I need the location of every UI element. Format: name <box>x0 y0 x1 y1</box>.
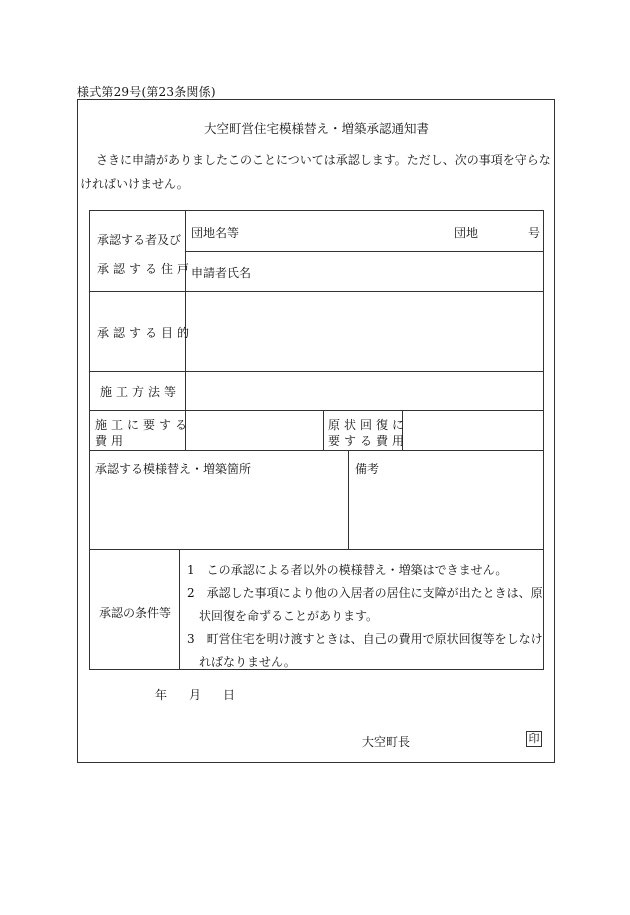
seal-mark: 印 <box>526 731 542 747</box>
cost-label-2: 費用 <box>95 434 128 448</box>
number-label: 号 <box>528 226 541 240</box>
approved-person-label: 承認する者及び <box>97 233 182 247</box>
form-number: 様式第29号(第23条関係) <box>77 85 216 99</box>
restore-label-2: 要する費用 <box>328 434 409 448</box>
issue-date <box>155 686 235 703</box>
divider <box>90 450 544 451</box>
cost-label-1: 施工に要する <box>95 418 192 432</box>
conditions-list <box>187 559 543 674</box>
divider <box>90 410 544 411</box>
conditions-label: 承認の条件等 <box>99 606 172 620</box>
date-month: 月 <box>189 688 202 702</box>
danchi-name-label: 団地名等 <box>191 226 240 240</box>
purpose-label: 承認する目的 <box>97 326 194 340</box>
divider <box>90 371 544 372</box>
condition-line: ればなりません。 <box>187 655 296 669</box>
divider <box>323 410 324 450</box>
method-label: 施工方法等 <box>100 385 181 399</box>
condition-line: 1 この承認による者以外の模様替え・増築はできません。 <box>187 563 508 577</box>
issuer-name: 大空町長 <box>362 735 411 749</box>
divider <box>90 291 544 292</box>
restore-label-1: 原状回復に <box>328 418 409 432</box>
condition-line: 3 町営住宅を明け渡すときは、自己の費用で原状回復等をしなけ <box>187 632 543 646</box>
divider <box>185 251 544 252</box>
date-day: 日 <box>223 688 236 702</box>
date-year: 年 <box>155 688 168 702</box>
condition-line: 2 承認した事項により他の入居者の居住に支障が出たときは、原 <box>187 586 543 600</box>
approved-unit-label: 承認する住戸 <box>97 262 194 276</box>
intro-line-1: さきに申請がありましたこのことについては承認します。ただし、次の事項を守らな <box>96 153 551 167</box>
location-label: 承認する模様替え・増築箇所 <box>95 462 252 476</box>
intro-line-2: ければいけません。 <box>80 177 189 191</box>
remarks-label: 備考 <box>355 462 380 476</box>
divider <box>348 450 349 549</box>
divider <box>90 549 544 550</box>
divider <box>179 549 180 670</box>
approval-table <box>89 210 544 670</box>
danchi-label: 団地 <box>454 226 479 240</box>
document-title-text: 大空町営住宅模様替え・増築承認通知書 <box>204 121 430 136</box>
intro-text <box>80 148 554 196</box>
condition-line: 状回復を命ずることがあります。 <box>187 609 379 623</box>
applicant-name-label: 申請者氏名 <box>191 266 252 280</box>
